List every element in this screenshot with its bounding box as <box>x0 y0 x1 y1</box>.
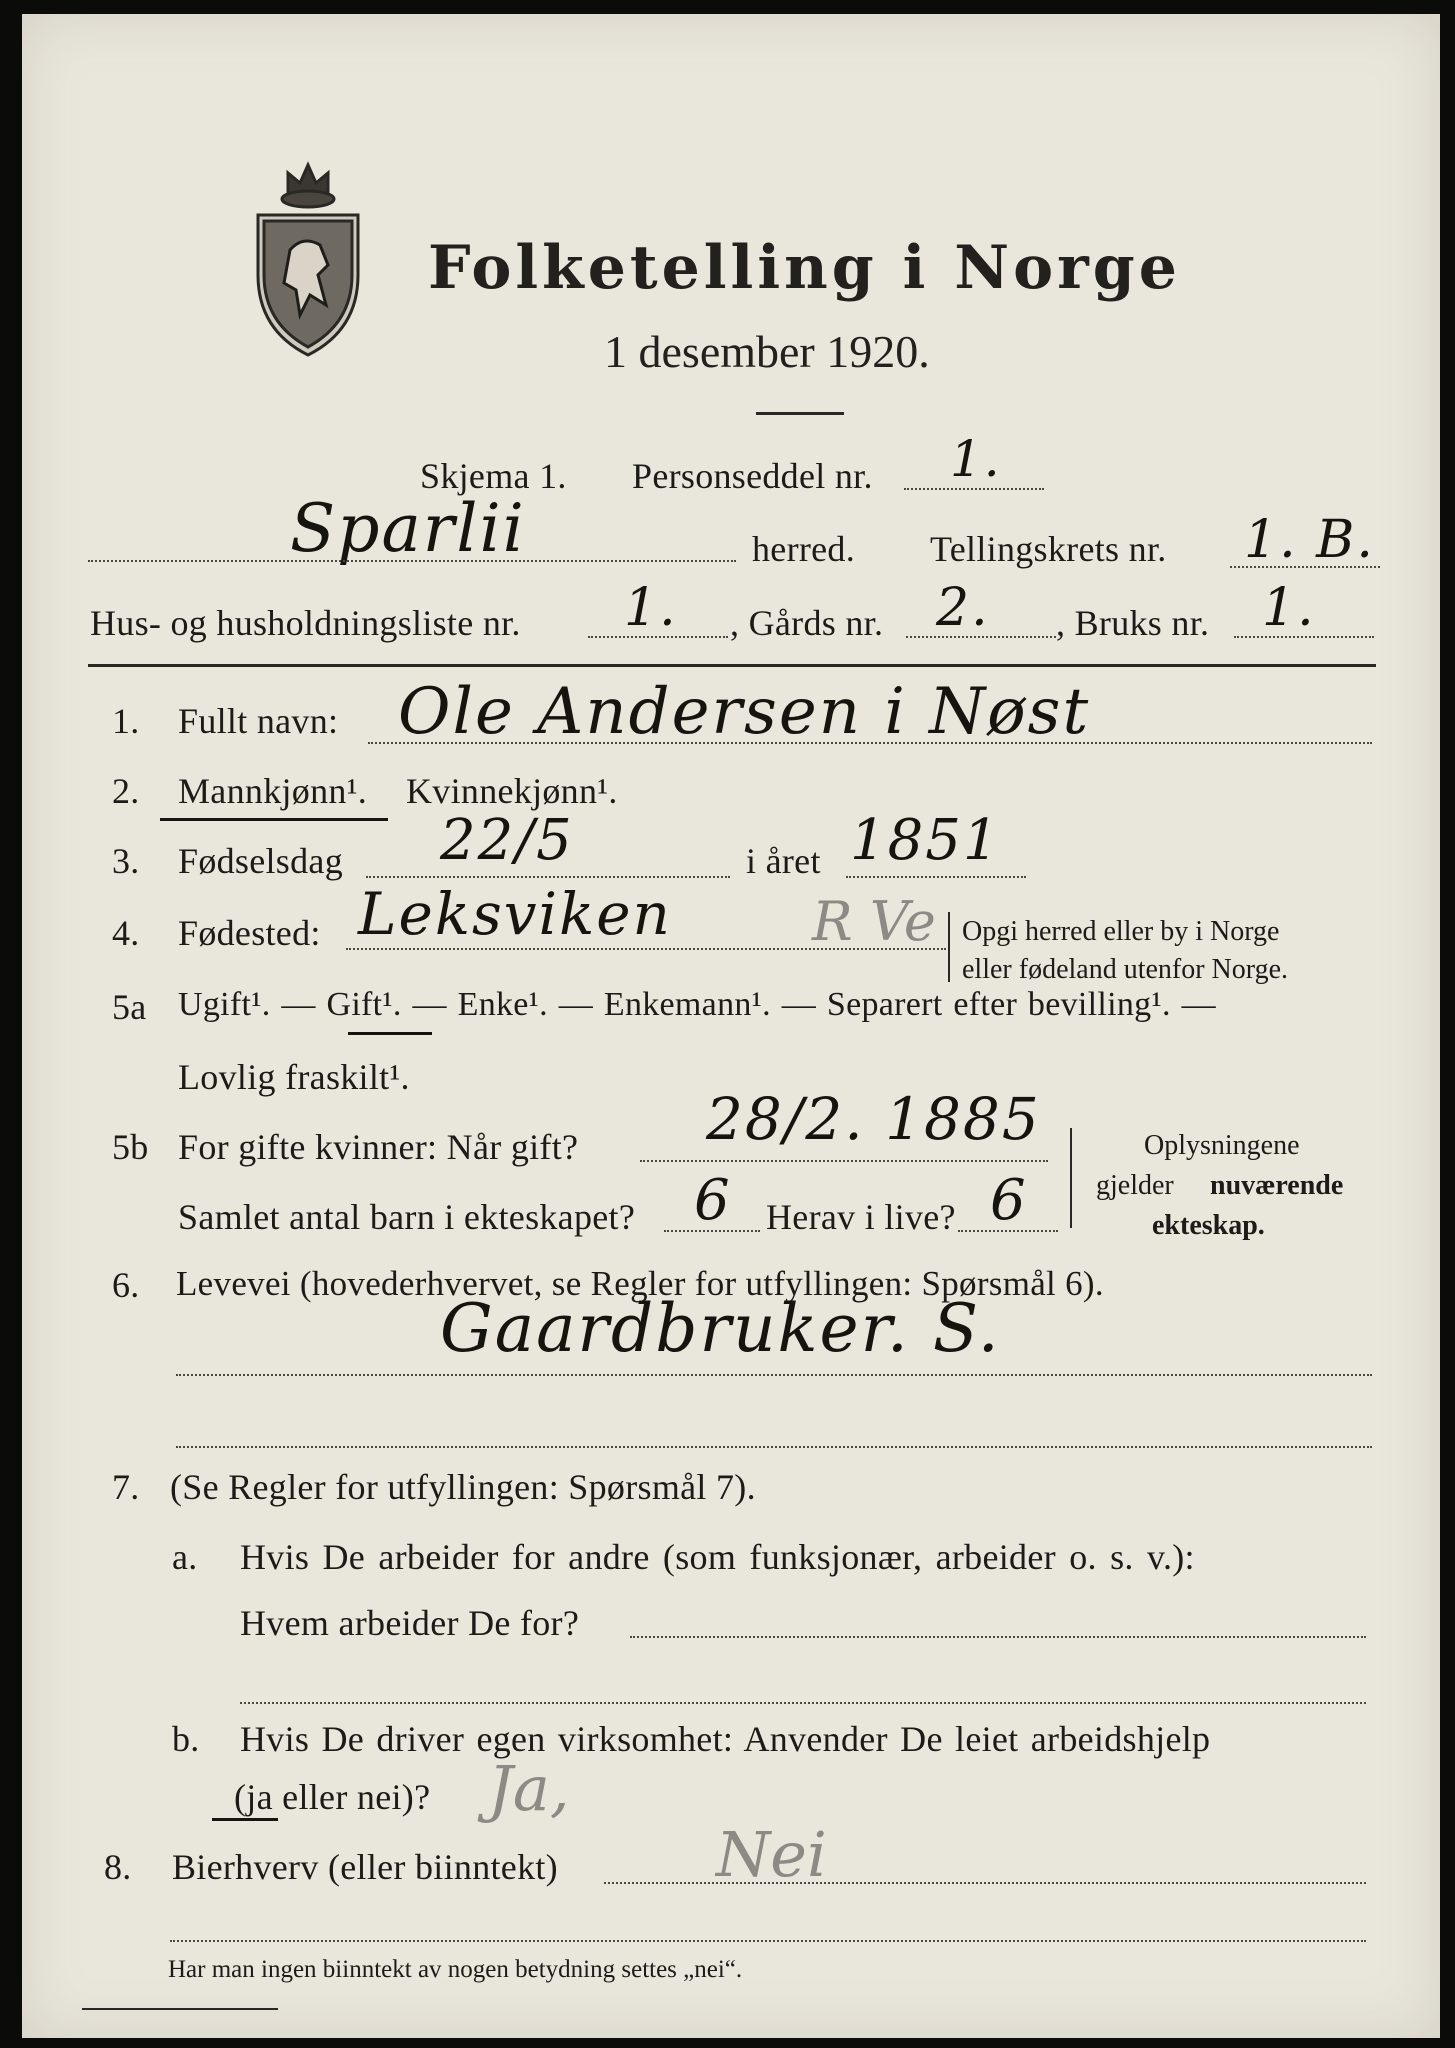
q7a-field-line-2 <box>240 1702 1366 1704</box>
q6-label: Levevei (hovederhvervet, se Regler for utfyllingen: Spørsmål 6). <box>176 1264 1104 1303</box>
q6-field-line-2 <box>176 1446 1372 1448</box>
female-option: Kvinnekjønn¹. <box>406 771 618 811</box>
birthplace-value: Leksviken <box>358 880 672 948</box>
side-income-value: Nei <box>716 1818 827 1891</box>
q4-note-line1: Opgi herred eller by i Norge <box>962 916 1280 947</box>
tellingskrets-label: Tellingskrets nr. <box>930 529 1167 569</box>
q6-number: 6. <box>112 1265 140 1305</box>
tellingskrets-value: 1. B. <box>1244 510 1375 570</box>
personseddel-field-line <box>904 488 1044 490</box>
marital-status-options-line2: Lovlig fraskilt¹. <box>178 1057 410 1097</box>
q7a-letter: a. <box>172 1537 198 1577</box>
full-name-value: Ole Andersen i Nøst <box>398 675 1091 749</box>
q7b-line2: (ja eller nei)? <box>234 1777 431 1817</box>
gards-label: , Gårds nr. <box>730 603 884 643</box>
male-underline <box>160 818 388 821</box>
occupation-value: Gaardbruker. S. <box>440 1290 1001 1367</box>
bruks-label: , Bruks nr. <box>1056 603 1210 643</box>
q2-number: 2. <box>112 771 140 811</box>
male-option: Mannkjønn¹. <box>178 771 368 811</box>
q7a-line1: Hvis De arbeider for andre (som funksjonær, arbeider o. s. v.): <box>240 1537 1195 1577</box>
hus-label: Hus- og husholdningsliste nr. <box>90 603 521 643</box>
q7b-line1: Hvis De driver egen virksomhet: Anvender De leiet arbeidshjelp <box>240 1719 1211 1759</box>
q3-label: Fødselsdag <box>178 841 343 881</box>
q5b-note-line3: ekteskap. <box>1152 1210 1265 1241</box>
q3-number: 3. <box>112 841 140 881</box>
q7-number: 7. <box>112 1467 140 1507</box>
skjema-label: Skjema 1. <box>420 456 567 496</box>
q8-number: 8. <box>104 1847 132 1887</box>
q7b-letter: b. <box>172 1719 200 1759</box>
q5b-note-line1: Oplysningene <box>1144 1130 1300 1161</box>
q6-field-line-1 <box>176 1374 1372 1376</box>
q8-field-line-2 <box>170 1940 1366 1942</box>
q3-field-line <box>366 876 730 878</box>
footer-note: Har man ingen biinntekt av nogen betydning settes „nei“. <box>168 1956 743 1983</box>
children-living-value: 6 <box>990 1168 1028 1233</box>
hus-value: 1. <box>624 578 678 638</box>
form-title: Folketelling i Norge <box>428 233 1181 303</box>
gift-underline <box>348 1032 432 1035</box>
census-date: 1 desember 1920. <box>604 326 930 377</box>
q3-year-label: i året <box>746 841 821 881</box>
q5a-number: 5a <box>112 987 147 1027</box>
birthplace-pencil-note: R Ve <box>812 890 936 953</box>
bottom-rule <box>82 2008 278 2010</box>
children-total-value: 6 <box>694 1168 732 1233</box>
q5b-number: 5b <box>112 1127 149 1167</box>
norwegian-coat-of-arms-icon <box>248 155 368 365</box>
birthday-value: 22/5 <box>440 808 574 873</box>
q4-note-bracket <box>948 912 950 982</box>
q8-label: Bierhverv (eller biinntekt) <box>172 1847 558 1887</box>
q7b-value: Ja, <box>488 1752 570 1825</box>
q5b-live-label: Herav i live? <box>766 1197 956 1237</box>
q1-number: 1. <box>112 701 140 741</box>
marriage-date-value: 28/2. 1885 <box>706 1085 1041 1153</box>
q5b-note-bracket <box>1070 1128 1072 1228</box>
personseddel-value: 1. <box>950 430 1002 488</box>
herred-value: Sparlii <box>290 490 526 567</box>
section-divider <box>88 664 1376 667</box>
ja-underline <box>212 1818 278 1821</box>
birth-year-value: 1851 <box>850 808 1001 873</box>
marital-status-options: Ugift¹. — Gift¹. — Enke¹. — Enkemann¹. — Separert efter bevilling¹. — <box>178 986 1216 1023</box>
bruks-value: 1. <box>1262 578 1316 638</box>
q7a-line2: Hvem arbeider De for? <box>240 1603 580 1643</box>
personseddel-label: Personseddel nr. <box>632 456 873 496</box>
q1-label: Fullt navn: <box>178 701 339 741</box>
q5b-note-line2b: nuværende <box>1210 1170 1344 1201</box>
gards-value: 2. <box>936 578 990 638</box>
q5b-note-line2a: gjelder <box>1096 1170 1174 1201</box>
q5b-gift-label: For gifte kvinner: Når gift? <box>178 1127 579 1167</box>
q5b-barn-label: Samlet antal barn i ekteskapet? <box>178 1197 636 1237</box>
q7a-field-line-1 <box>630 1636 1366 1638</box>
q4-label: Fødested: <box>178 913 321 953</box>
title-divider <box>756 412 844 415</box>
herred-label: herred. <box>752 529 856 569</box>
q7-label: (Se Regler for utfyllingen: Spørsmål 7). <box>170 1467 756 1507</box>
q4-note-line2: eller fødeland utenfor Norge. <box>962 954 1289 985</box>
herred-field-line <box>88 560 736 562</box>
q4-number: 4. <box>112 913 140 953</box>
q5b-gift-field-line <box>640 1160 1048 1162</box>
q3-year-field-line <box>846 876 1026 878</box>
